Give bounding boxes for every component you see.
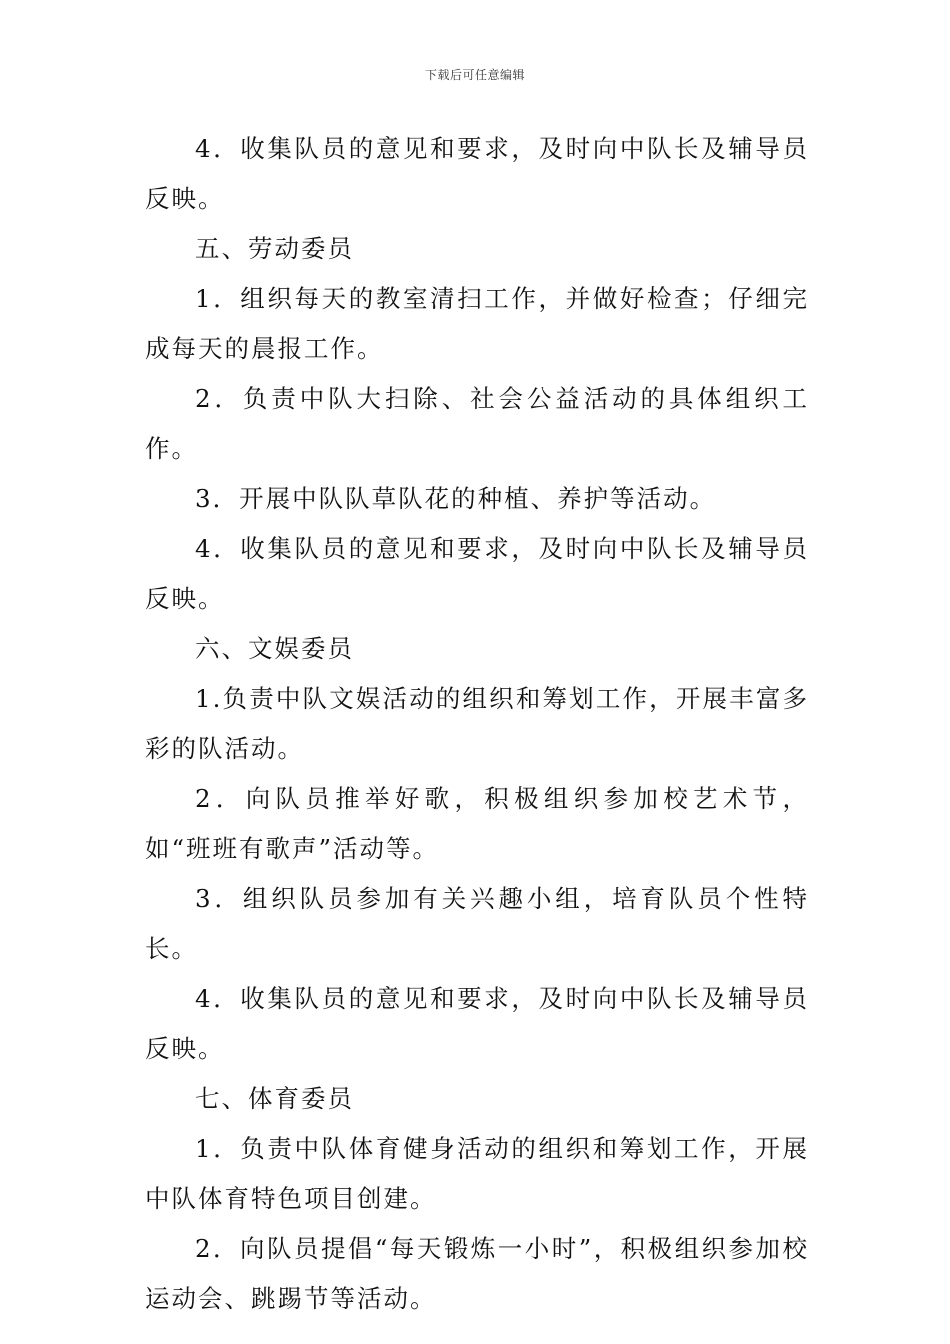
paragraph-entertainment-1: 1.负责中队文娱活动的组织和筹划工作，开展丰富多彩的队活动。 (145, 684, 809, 763)
paragraph-labor-2: 2．负责中队大扫除、社会公益活动的具体组织工作。 (145, 384, 809, 463)
paragraph-sports-1: 1．负责中队体育健身活动的组织和筹划工作，开展中队体育特色项目创建。 (145, 1134, 809, 1213)
section-heading-labor: 五、劳动委员 (195, 234, 354, 263)
document-body (145, 124, 809, 1324)
paragraph-sports-2: 2．向队员提倡“每天锻炼一小时”，积极组织参加校运动会、跳踢节等活动。 (145, 1234, 809, 1313)
paragraph-entertainment-2: 2．向队员推举好歌，积极组织参加校艺术节，如“班班有歌声”活动等。 (145, 784, 809, 863)
paragraph-labor-3: 3．开展中队队草队花的种植、养护等活动。 (195, 484, 717, 513)
paragraph-entertainment-3: 3．组织队员参加有关兴趣小组，培育队员个性特长。 (145, 884, 809, 963)
section-heading-entertainment: 六、文娱委员 (195, 634, 354, 663)
paragraph-duty-4-feedback: 4．收集队员的意见和要求，及时向中队长及辅导员反映。 (145, 134, 809, 213)
paragraph-labor-1: 1．组织每天的教室清扫工作，并做好检查；仔细完成每天的晨报工作。 (145, 284, 809, 363)
paragraph-entertainment-4: 4．收集队员的意见和要求，及时向中队长及辅导员反映。 (145, 984, 809, 1063)
paragraph-labor-4: 4．收集队员的意见和要求，及时向中队长及辅导员反映。 (145, 534, 809, 613)
section-heading-sports: 七、体育委员 (195, 1084, 354, 1113)
page-header: 下载后可任意编辑 (424, 68, 525, 82)
